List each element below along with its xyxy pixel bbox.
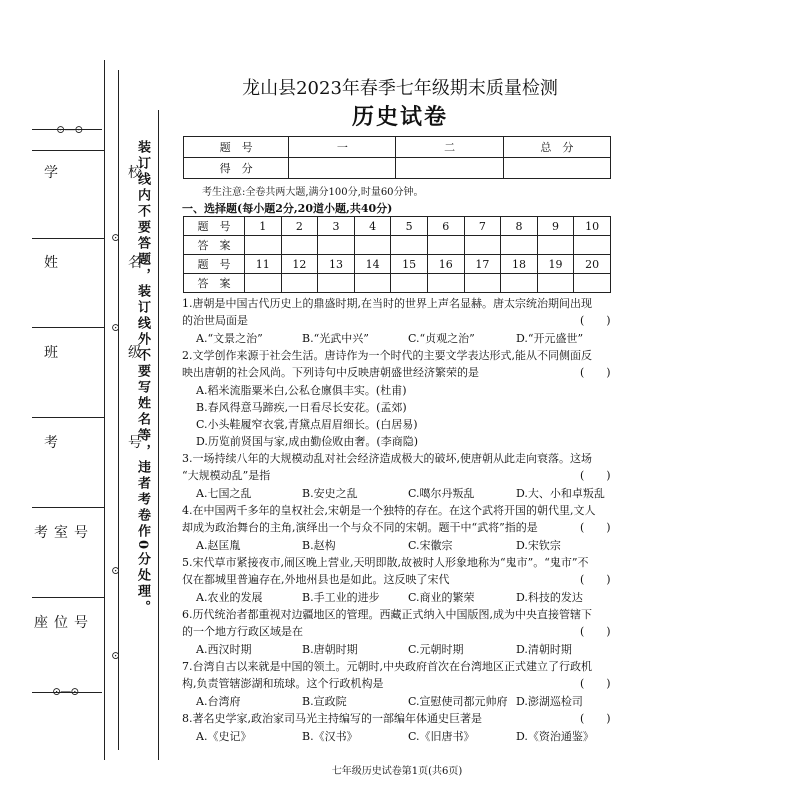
page-footer: 七年级历史试卷第1页(共6页) <box>331 766 463 777</box>
question-stem: 5.宋代草市紧接夜市,闹区晚上营业,天明即散,故被时人形象地称为“鬼市”。“鬼市”不 仅在都城里普遍存在,外地州县也是如此。这反映了宋代 <box>182 556 589 586</box>
option: D.大、小和卓叛乱 <box>516 487 605 500</box>
name-field-label: 姓 名 <box>44 255 170 271</box>
answer-cell[interactable] <box>354 236 391 255</box>
exam-room-field-label: 考室号 <box>34 525 94 541</box>
option: B.宣政院 <box>302 695 347 708</box>
question-number: 14 <box>354 255 391 274</box>
question-number: 16 <box>427 255 464 274</box>
binding-ring-icon: ⊙ <box>111 564 120 577</box>
exam-notice: 考生注意:全卷共两大题,满分100分,时量60分钟。 <box>202 187 424 198</box>
question-number: 12 <box>281 255 318 274</box>
answer-cell[interactable] <box>318 236 355 255</box>
answer-cell[interactable] <box>427 274 464 293</box>
option: B.唐朝时期 <box>302 643 358 656</box>
option: A.“文景之治” <box>196 332 263 345</box>
question-stem: 8.著名史学家,政治家司马光主持编写的一部编年体通史巨著是 <box>182 712 482 725</box>
exam-number-field-label: 考 号 <box>44 435 170 451</box>
question-number: 13 <box>318 255 355 274</box>
option: D.科技的发达 <box>516 591 583 604</box>
answer-table-label: 答 案 <box>184 236 245 255</box>
score-table-label: 得 分 <box>184 158 289 179</box>
answer-paren: ( ) <box>580 469 611 482</box>
answer-cell[interactable] <box>281 274 318 293</box>
option: A.稻米流脂粟米白,公私仓廪俱丰实。(杜甫) <box>196 384 407 397</box>
score-table-header: 题 号 <box>184 137 289 158</box>
answer-paren: ( ) <box>580 314 611 327</box>
question-number: 8 <box>501 217 538 236</box>
binding-warning-note: 装订线内不要答题，装订线外不要写姓名等，违者考卷作0分处理。 <box>135 140 150 617</box>
exam-subtitle: 历史试卷 <box>351 104 448 130</box>
answer-cell[interactable] <box>464 274 501 293</box>
question-number: 11 <box>245 255 282 274</box>
binding-ring-icon: ⊙ <box>111 321 120 334</box>
answer-table-label: 题 号 <box>184 217 245 236</box>
school-field-label: 学 校 <box>44 165 170 181</box>
option: A.《史记》 <box>196 730 252 743</box>
question-stem: 3.一场持续八年的大规模动乱对社会经济造成极大的破坏,使唐朝从此走向衰落。这场 “大规模动乱”是指 <box>182 452 592 482</box>
option: B.安史之乱 <box>302 487 358 500</box>
answer-cell[interactable] <box>281 236 318 255</box>
answer-paren: ( ) <box>580 521 611 534</box>
option: B.春风得意马蹄疾,一日看尽长安花。(孟郊) <box>196 401 407 414</box>
question-number: 19 <box>537 255 574 274</box>
option: A.农业的发展 <box>196 591 263 604</box>
question-number: 3 <box>318 217 355 236</box>
option: C.噶尔丹叛乱 <box>408 487 475 500</box>
question-number: 10 <box>574 217 611 236</box>
question-stem: 2.文学创作来源于社会生活。唐诗作为一个时代的主要文学表达形式,能从不同侧面反 映出唐朝的社会风尚。下列诗句中反映唐朝盛世经济繁荣的是 <box>182 349 592 379</box>
option: D.清朝时期 <box>516 643 572 656</box>
option: D.澎湖巡检司 <box>516 695 583 708</box>
answer-cell[interactable] <box>391 236 428 255</box>
score-table-header: 一 <box>289 137 396 158</box>
answer-cell[interactable] <box>391 274 428 293</box>
answer-table-label: 题 号 <box>184 255 245 274</box>
score-table-header: 总 分 <box>503 137 610 158</box>
answer-cell[interactable] <box>537 274 574 293</box>
option: B.《汉书》 <box>302 730 358 743</box>
answer-cell[interactable] <box>537 236 574 255</box>
answer-cell[interactable] <box>354 274 391 293</box>
question-number: 6 <box>427 217 464 236</box>
answer-paren: ( ) <box>580 677 611 690</box>
answer-table <box>183 216 611 293</box>
question-stem: 4.在中国两千多年的皇权社会,宋朝是一个独特的存在。在这个武将开国的朝代里,文人 却成为政治舞台的主角,演绎出一个与众不同的宋朝。题干中“武将”指的是 <box>182 504 596 534</box>
option: B.赵构 <box>302 539 336 552</box>
answer-paren: ( ) <box>580 625 611 638</box>
option: B.“光武中兴” <box>302 332 369 345</box>
option: D.宋钦宗 <box>516 539 561 552</box>
question-number: 17 <box>464 255 501 274</box>
score-cell[interactable] <box>396 158 503 179</box>
option: C.商业的繁荣 <box>408 591 475 604</box>
question-number: 20 <box>574 255 611 274</box>
option: C.《旧唐书》 <box>408 730 475 743</box>
option: D.《资治通鉴》 <box>516 730 594 743</box>
section1-title: 一、选择题(每小题2分,20道小题,共40分) <box>182 202 393 215</box>
binding-ring-icon: ⊙ <box>111 649 120 662</box>
question-number: 7 <box>464 217 501 236</box>
score-table-header: 二 <box>396 137 503 158</box>
binding-ring-icon: ⊙—⊙ <box>52 685 79 698</box>
question-number: 18 <box>501 255 538 274</box>
question-number: 1 <box>245 217 282 236</box>
binding-ring-icon: ⊙—⊙ <box>56 123 83 136</box>
score-cell[interactable] <box>289 158 396 179</box>
answer-cell[interactable] <box>245 236 282 255</box>
option: C.宣慰使司都元帅府 <box>408 695 508 708</box>
binding-ring-icon: ⊙ <box>111 231 120 244</box>
question-stem: 6.历代统治者都重视对边疆地区的管理。西藏正式纳入中国版图,成为中央直接管辖下 的一个地方行政区域是在 <box>182 608 592 638</box>
question-number: 2 <box>281 217 318 236</box>
score-cell[interactable] <box>503 158 610 179</box>
answer-paren: ( ) <box>580 573 611 586</box>
question-stem: 7.台湾自古以来就是中国的领土。元朝时,中央政府首次在台湾地区正式建立了行政机 构,负责管辖澎湖和琉球。这个行政机构是 <box>182 660 592 690</box>
question-number: 15 <box>391 255 428 274</box>
question-number: 9 <box>537 217 574 236</box>
answer-paren: ( ) <box>580 712 611 725</box>
option: C.小头鞋履窄衣裳,青黛点眉眉细长。(白居易) <box>196 418 418 431</box>
exam-title: 龙山县2023年春季七年级期末质量检测 <box>242 78 558 99</box>
answer-cell[interactable] <box>574 274 611 293</box>
question-number: 4 <box>354 217 391 236</box>
option: C.元朝时期 <box>408 643 464 656</box>
option: A.西汉时期 <box>196 643 252 656</box>
question-number: 5 <box>391 217 428 236</box>
answer-paren: ( ) <box>580 366 611 379</box>
answer-cell[interactable] <box>318 274 355 293</box>
option: C.“贞观之治” <box>408 332 475 345</box>
answer-table-label: 答 案 <box>184 274 245 293</box>
answer-cell[interactable] <box>245 274 282 293</box>
option: A.台湾府 <box>196 695 241 708</box>
option: A.七国之乱 <box>196 487 252 500</box>
score-table <box>183 136 611 179</box>
answer-cell[interactable] <box>501 274 538 293</box>
option: A.赵匡胤 <box>196 539 241 552</box>
seat-field-label: 座位号 <box>34 615 94 631</box>
option: B.手工业的进步 <box>302 591 380 604</box>
class-field-label: 班 级 <box>44 345 170 361</box>
answer-cell[interactable] <box>427 236 464 255</box>
option: D.历览前贤国与家,成由勤俭败由奢。(李商隐) <box>196 435 419 448</box>
option: C.宋徽宗 <box>408 539 453 552</box>
answer-cell[interactable] <box>464 236 501 255</box>
answer-cell[interactable] <box>574 236 611 255</box>
answer-cell[interactable] <box>501 236 538 255</box>
question-stem: 1.唐朝是中国古代历史上的鼎盛时期,在当时的世界上声名显赫。唐太宗统治期间出现 的治世局面是 <box>182 297 592 327</box>
option: D.“开元盛世” <box>516 332 584 345</box>
